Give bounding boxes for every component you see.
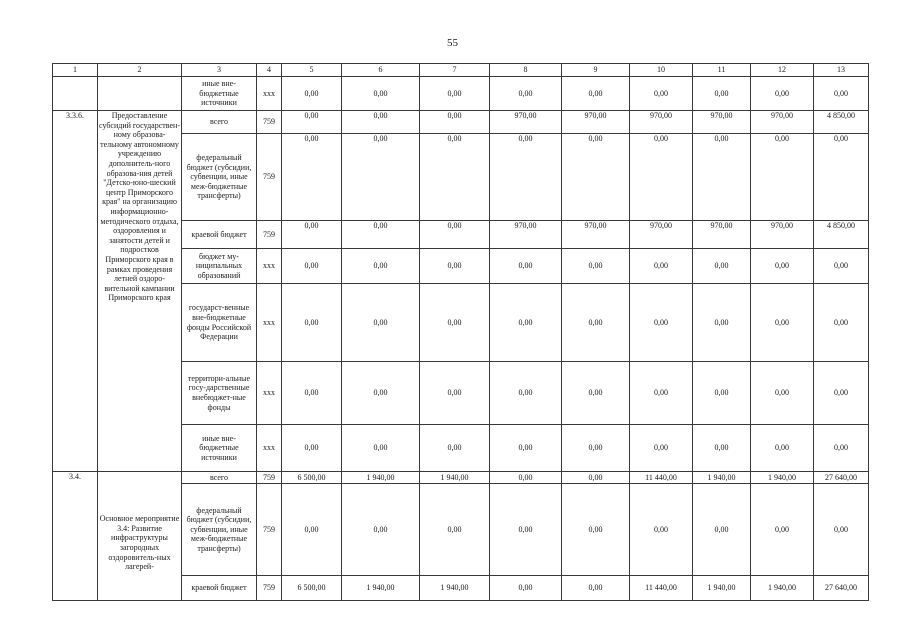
budget-table xyxy=(52,63,869,601)
value-cell: 0,00 xyxy=(562,77,630,111)
value-cell: 0,00 xyxy=(490,284,562,362)
value-cell: 1 940,00 xyxy=(693,472,751,484)
funding-source-cell: краевой бюджет xyxy=(182,221,257,249)
code-cell: ххх xyxy=(257,425,282,472)
page-number: 55 xyxy=(447,37,458,49)
code-cell: 759 xyxy=(257,111,282,134)
row-number-cell: 3.3.6. xyxy=(53,111,98,472)
value-cell: 27 640,00 xyxy=(814,576,869,601)
table-row xyxy=(53,472,869,484)
value-cell: 0,00 xyxy=(282,77,342,111)
value-cell: 970,00 xyxy=(562,221,630,249)
col-header: 4 xyxy=(257,64,282,77)
description-text: Основное мероприятие 3.4: Развитие инфраструктуры загородных оздоровитель-ных лагерей- xyxy=(99,514,180,572)
value-cell: 1 940,00 xyxy=(420,472,490,484)
value-cell: 1 940,00 xyxy=(342,576,420,601)
value-cell: 0,00 xyxy=(342,425,420,472)
description-cell xyxy=(98,472,182,601)
value-cell: 0,00 xyxy=(490,484,562,576)
value-cell: 0,00 xyxy=(814,284,869,362)
value-cell: 0,00 xyxy=(751,284,814,362)
value-cell: 1 940,00 xyxy=(751,576,814,601)
value-cell: 0,00 xyxy=(693,284,751,362)
code-cell: 759 xyxy=(257,134,282,221)
value-cell: 0,00 xyxy=(814,249,869,284)
value-cell: 970,00 xyxy=(751,111,814,134)
value-cell: 0,00 xyxy=(693,249,751,284)
funding-source-cell: иные вне-бюджетные источники xyxy=(182,77,257,111)
value-cell: 1 940,00 xyxy=(751,472,814,484)
funding-source-cell: краевой бюджет xyxy=(182,576,257,601)
value-cell: 0,00 xyxy=(751,134,814,221)
value-cell: 0,00 xyxy=(630,77,693,111)
col-header: 1 xyxy=(53,64,98,77)
row-number-cell: 3.4. xyxy=(53,472,98,601)
value-cell: 27 640,00 xyxy=(814,472,869,484)
value-cell: 0,00 xyxy=(751,249,814,284)
value-cell: 6 500,00 xyxy=(282,576,342,601)
value-cell: 970,00 xyxy=(693,221,751,249)
value-cell: 0,00 xyxy=(630,249,693,284)
value-cell: 0,00 xyxy=(562,249,630,284)
value-cell: 1 940,00 xyxy=(420,576,490,601)
value-cell: 0,00 xyxy=(282,362,342,425)
value-cell: 0,00 xyxy=(342,249,420,284)
value-cell: 0,00 xyxy=(342,111,420,134)
value-cell: 0,00 xyxy=(630,284,693,362)
description-cell xyxy=(98,77,182,111)
col-header: 10 xyxy=(630,64,693,77)
col-header: 12 xyxy=(751,64,814,77)
value-cell: 0,00 xyxy=(751,77,814,111)
value-cell: 0,00 xyxy=(490,362,562,425)
value-cell: 0,00 xyxy=(814,362,869,425)
funding-source-cell: федеральный бюджет (субсидии, субвенции, иные меж-бюджетные трансферты) xyxy=(182,134,257,221)
value-cell: 0,00 xyxy=(282,284,342,362)
code-cell: 759 xyxy=(257,484,282,576)
value-cell: 0,00 xyxy=(814,134,869,221)
value-cell: 11 440,00 xyxy=(630,472,693,484)
col-header: 6 xyxy=(342,64,420,77)
value-cell: 0,00 xyxy=(420,134,490,221)
value-cell: 0,00 xyxy=(814,484,869,576)
value-cell: 0,00 xyxy=(420,77,490,111)
value-cell: 0,00 xyxy=(630,362,693,425)
value-cell: 0,00 xyxy=(420,249,490,284)
code-cell: ххх xyxy=(257,362,282,425)
value-cell: 970,00 xyxy=(562,111,630,134)
description-cell xyxy=(98,111,182,472)
col-header: 13 xyxy=(814,64,869,77)
table-header-row xyxy=(53,64,869,77)
value-cell: 11 440,00 xyxy=(630,576,693,601)
funding-source-cell: территори-альные госу-дарственные внебюджет-ные фонды xyxy=(182,362,257,425)
value-cell: 0,00 xyxy=(751,425,814,472)
value-cell: 0,00 xyxy=(630,425,693,472)
value-cell: 0,00 xyxy=(282,484,342,576)
table-row xyxy=(53,77,869,111)
value-cell: 0,00 xyxy=(282,111,342,134)
code-cell: 759 xyxy=(257,576,282,601)
value-cell: 0,00 xyxy=(282,134,342,221)
value-cell: 0,00 xyxy=(562,576,630,601)
value-cell: 0,00 xyxy=(751,484,814,576)
value-cell: 0,00 xyxy=(490,77,562,111)
value-cell: 0,00 xyxy=(420,484,490,576)
funding-source-cell: государст-венные вне-бюджетные фонды Российской Федерации xyxy=(182,284,257,362)
value-cell: 1 940,00 xyxy=(693,576,751,601)
col-header: 7 xyxy=(420,64,490,77)
value-cell: 0,00 xyxy=(630,484,693,576)
value-cell: 0,00 xyxy=(693,77,751,111)
value-cell: 0,00 xyxy=(814,425,869,472)
value-cell: 0,00 xyxy=(490,134,562,221)
value-cell: 0,00 xyxy=(693,362,751,425)
code-cell: 759 xyxy=(257,221,282,249)
value-cell: 970,00 xyxy=(630,111,693,134)
col-header: 5 xyxy=(282,64,342,77)
value-cell: 0,00 xyxy=(630,134,693,221)
value-cell: 4 850,00 xyxy=(814,111,869,134)
value-cell: 0,00 xyxy=(693,484,751,576)
value-cell: 0,00 xyxy=(693,134,751,221)
value-cell: 1 940,00 xyxy=(342,472,420,484)
value-cell: 970,00 xyxy=(490,221,562,249)
code-cell: ххх xyxy=(257,284,282,362)
code-cell: 759 xyxy=(257,472,282,484)
row-number-cell xyxy=(53,77,98,111)
value-cell: 0,00 xyxy=(490,249,562,284)
value-cell: 0,00 xyxy=(693,425,751,472)
funding-source-cell: бюджет му-ниципальных образований xyxy=(182,249,257,284)
value-cell: 0,00 xyxy=(420,111,490,134)
col-header: 11 xyxy=(693,64,751,77)
value-cell: 0,00 xyxy=(342,284,420,362)
value-cell: 0,00 xyxy=(420,221,490,249)
funding-source-cell: всего xyxy=(182,472,257,484)
value-cell: 0,00 xyxy=(342,77,420,111)
col-header: 8 xyxy=(490,64,562,77)
value-cell: 0,00 xyxy=(282,249,342,284)
value-cell: 0,00 xyxy=(562,484,630,576)
value-cell: 970,00 xyxy=(693,111,751,134)
description-text: Предоставление субсидий государствен-ному образова-тельному автономному учреждению дополнитель-ного образова-ния детей "Детско-юно-шеский центр Приморского края" на организацию информационно-методического отдыха, оздоровления и занятости детей и подростков Приморского края в рамках проведения летней оздоро-вительной кампании Приморского края xyxy=(99,111,180,303)
value-cell: 6 500,00 xyxy=(282,472,342,484)
value-cell: 0,00 xyxy=(562,425,630,472)
value-cell: 0,00 xyxy=(562,362,630,425)
value-cell: 0,00 xyxy=(562,134,630,221)
table-row xyxy=(53,111,869,134)
code-cell: ххх xyxy=(257,249,282,284)
value-cell: 0,00 xyxy=(342,362,420,425)
value-cell: 970,00 xyxy=(630,221,693,249)
value-cell: 0,00 xyxy=(282,425,342,472)
funding-source-cell: всего xyxy=(182,111,257,134)
value-cell: 970,00 xyxy=(751,221,814,249)
value-cell: 0,00 xyxy=(490,472,562,484)
funding-source-cell: федеральный бюджет (субсидии, субвенции, иные меж-бюджетные трансферты) xyxy=(182,484,257,576)
value-cell: 0,00 xyxy=(562,472,630,484)
value-cell: 0,00 xyxy=(342,221,420,249)
value-cell: 0,00 xyxy=(342,134,420,221)
value-cell: 0,00 xyxy=(490,576,562,601)
value-cell: 0,00 xyxy=(342,484,420,576)
value-cell: 970,00 xyxy=(490,111,562,134)
col-header: 3 xyxy=(182,64,257,77)
value-cell: 0,00 xyxy=(751,362,814,425)
value-cell: 0,00 xyxy=(420,284,490,362)
value-cell: 0,00 xyxy=(420,425,490,472)
value-cell: 0,00 xyxy=(420,362,490,425)
value-cell: 0,00 xyxy=(282,221,342,249)
value-cell: 0,00 xyxy=(562,284,630,362)
code-cell: ххх xyxy=(257,77,282,111)
funding-source-cell: иные вне-бюджетные источники xyxy=(182,425,257,472)
value-cell: 4 850,00 xyxy=(814,221,869,249)
col-header: 9 xyxy=(562,64,630,77)
value-cell: 0,00 xyxy=(490,425,562,472)
col-header: 2 xyxy=(98,64,182,77)
value-cell: 0,00 xyxy=(814,77,869,111)
